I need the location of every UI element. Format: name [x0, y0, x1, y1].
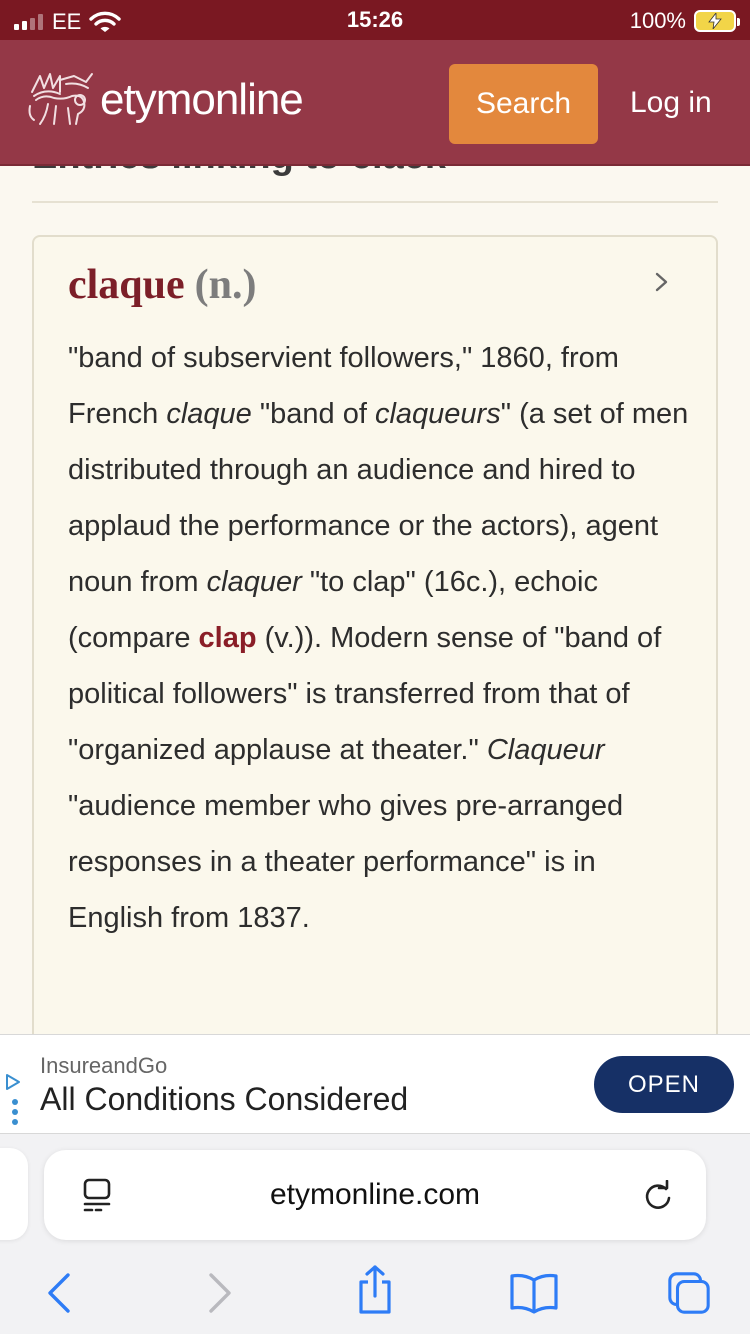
back-icon	[44, 1272, 74, 1314]
logo-text: etymonline	[100, 75, 303, 124]
entry-definition	[68, 330, 698, 946]
definition-text: "band of subservient followers," 1860, from French	[68, 342, 619, 430]
definition-italic-term: Claqueur	[486, 734, 605, 766]
share-icon	[355, 1264, 395, 1316]
ad-options-icon[interactable]	[12, 1099, 18, 1125]
forward-button[interactable]	[197, 1270, 243, 1316]
definition-text: "band of	[251, 398, 375, 430]
entry-card[interactable]	[32, 235, 718, 1055]
reload-icon[interactable]	[642, 1180, 674, 1212]
previous-tab-preview[interactable]	[0, 1148, 28, 1240]
carrier-name: EE	[52, 9, 82, 34]
definition-text: "to clap" (16c.), echoic (compare	[68, 566, 598, 654]
chevron-right-icon[interactable]	[650, 271, 672, 293]
crossref-link-clap[interactable]: clap	[198, 622, 257, 654]
back-button[interactable]	[36, 1270, 82, 1316]
bolt-icon	[708, 13, 722, 29]
ad-advertiser: InsureandGo	[40, 1053, 168, 1078]
site-logo[interactable]	[26, 70, 303, 130]
battery-percent: 100%	[629, 8, 686, 33]
tabs-icon	[666, 1269, 712, 1317]
tabs-button[interactable]	[666, 1270, 712, 1316]
status-right	[630, 8, 736, 34]
site-header	[0, 40, 750, 166]
winged-lion-icon	[26, 70, 96, 130]
share-button[interactable]	[352, 1262, 398, 1318]
definition-text: (v.)). Modern sense of "band of political followers" is transferred from that of "organized applause at theater."	[68, 622, 662, 766]
entry-part-of-speech: (n.)	[194, 262, 257, 308]
search-button[interactable]: Search	[449, 64, 598, 144]
bookmarks-button[interactable]	[508, 1270, 560, 1316]
bookmarks-icon	[508, 1272, 560, 1314]
definition-text: "audience member who gives pre-arranged responses in a theater performance" is in English from 1837.	[68, 790, 624, 934]
definition-text: " (a set of men distributed through an audience and hired to applaud the performance or the actors), agent noun from	[68, 398, 689, 598]
entry-word: claque	[68, 262, 185, 308]
clock: 15:26	[346, 7, 404, 32]
login-link[interactable]: Log in	[630, 86, 712, 119]
browser-toolbar	[0, 1134, 750, 1334]
battery-charging-icon	[694, 10, 736, 32]
ad-banner[interactable]	[0, 1034, 750, 1134]
definition-italic-term: claquer	[206, 566, 302, 598]
divider	[32, 201, 718, 203]
entry-title[interactable]	[68, 261, 257, 309]
forward-icon	[205, 1272, 235, 1314]
definition-italic-term: claqueurs	[374, 398, 501, 430]
adchoices-icon[interactable]	[4, 1073, 22, 1091]
status-bar	[0, 0, 750, 40]
ad-open-button[interactable]: OPEN	[594, 1056, 734, 1113]
ad-headline[interactable]: All Conditions Considered	[40, 1081, 409, 1117]
address-bar[interactable]	[44, 1150, 706, 1240]
definition-italic-term: claque	[166, 398, 252, 430]
url-text[interactable]: etymonline.com	[269, 1178, 481, 1211]
